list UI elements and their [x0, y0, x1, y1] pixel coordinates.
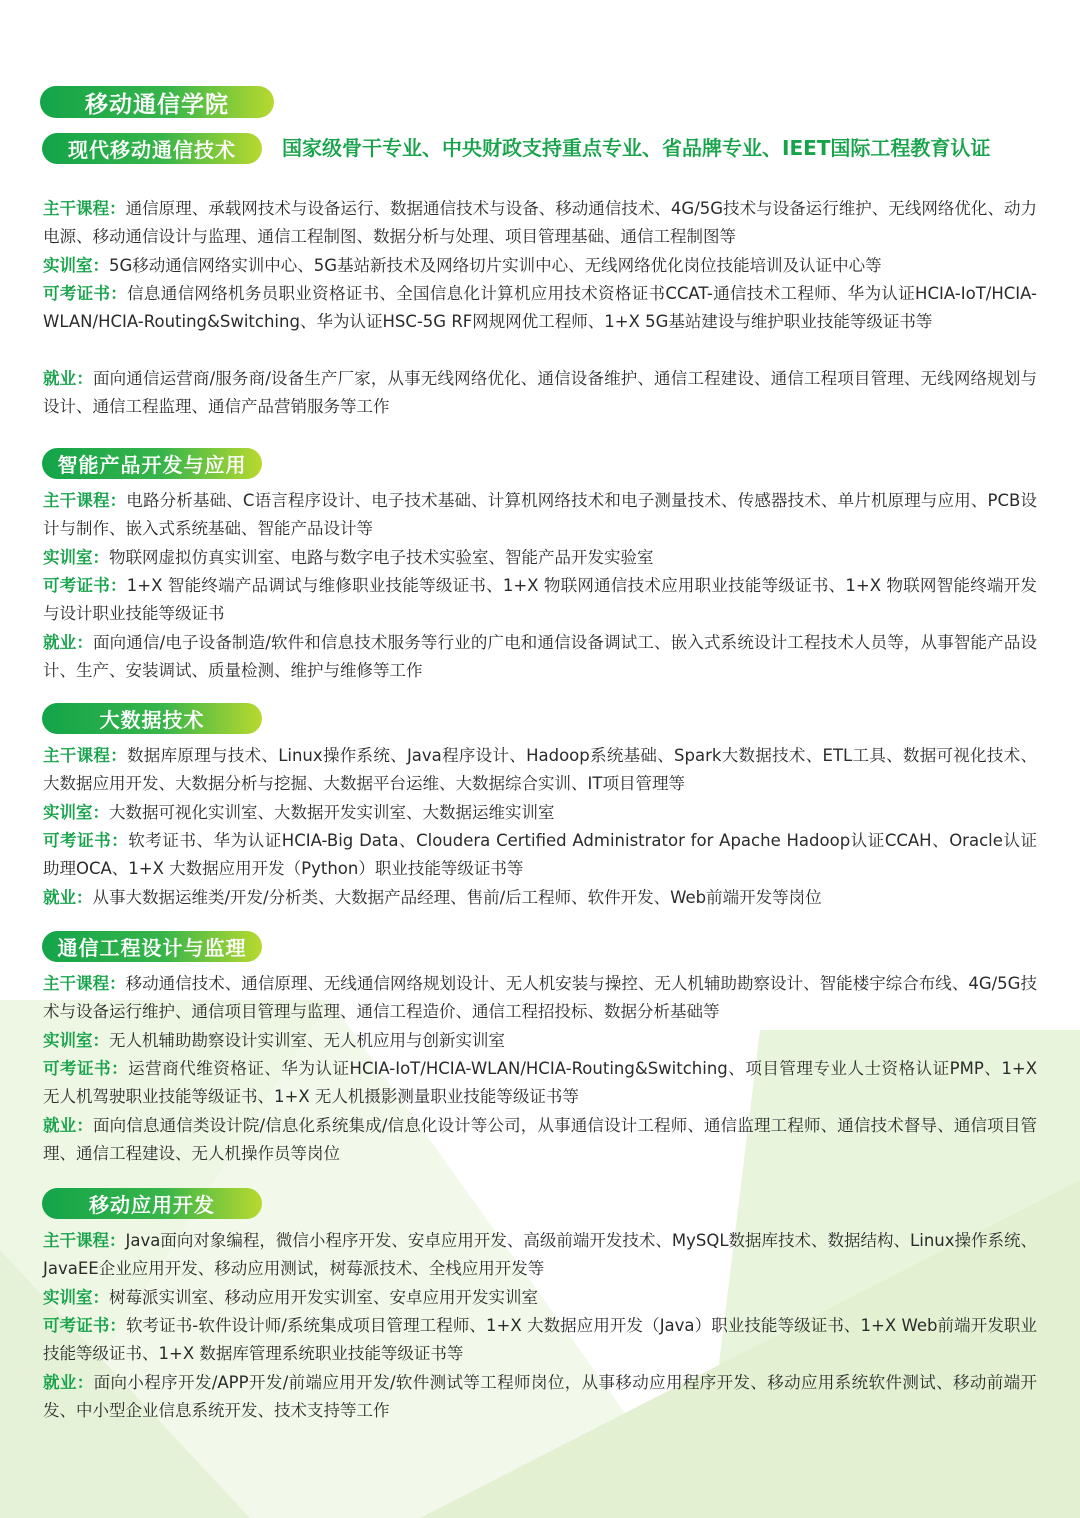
section-title-communication-engineering: 通信工程设计与监理: [42, 931, 262, 962]
employment-label: 就业：: [43, 369, 93, 388]
college-title: 移动通信学院: [40, 86, 274, 118]
certificates-paragraph: [43, 1312, 1037, 1369]
certificates-text: 软考证书、华为认证HCIA-Big Data、Cloudera Certified Administrator for Apache Hadoop认证CCAH、Oracle认证助理OCA、1+X 大数据应用开发（Python）职业技能等级证书等: [43, 831, 1038, 879]
training-room-text: 大数据可视化实训室、大数据开发实训室、大数据运维实训室: [109, 803, 555, 822]
main-courses-paragraph: [43, 742, 1037, 799]
training-room-paragraph: [43, 252, 1037, 280]
main-courses-label: 主干课程：: [43, 974, 126, 993]
training-room-paragraph: [43, 544, 1037, 572]
section-title-modern-mobile-communication: 现代移动通信技术: [42, 133, 262, 164]
main-courses-paragraph: [43, 1227, 1037, 1284]
main-courses-label: 主干课程：: [43, 746, 127, 765]
main-courses-text: Java面向对象编程，微信小程序开发、安卓应用开发、高级前端开发技术、MySQL数据库技术、数据结构、Linux操作系统、JavaEE企业应用开发、移动应用测试，树莓派技术、全栈应用开发等: [43, 1231, 1038, 1279]
employment-paragraph: [43, 884, 1037, 912]
certificates-text: 信息通信网络机务员职业资格证书、全国信息化计算机应用技术资格证书CCAT-通信技术工程师、华为认证HCIA-IoT/HCIA-WLAN/HCIA-Routing&Switching、华为认证HSC-5G RF网规网优工程师、1+X 5G基站建设与维护职业技能等级证书等: [43, 284, 1038, 332]
main-courses-text: 数据库原理与技术、Linux操作系统、Java程序设计、Hadoop系统基础、Spark大数据技术、ETL工具、数据可视化技术、大数据应用开发、大数据分析与挖掘、大数据平台运维、大数据综合实训、IT项目管理等: [43, 746, 1038, 794]
employment-paragraph: [43, 629, 1037, 686]
employment-paragraph: [43, 1369, 1037, 1426]
section-title-smart-product-development: 智能产品开发与应用: [42, 448, 262, 479]
employment-label: 就业：: [43, 633, 93, 652]
section-title-big-data: 大数据技术: [42, 703, 262, 734]
certificates-paragraph: [43, 827, 1037, 884]
employment-label: 就业：: [43, 1116, 93, 1135]
certificates-text: 软考证书-软件设计师/系统集成项目管理工程师、1+X 大数据应用开发（Java）职业技能等级证书、1+X Web前端开发职业技能等级证书、1+X 数据库管理系统职业技能等级证书等: [43, 1316, 1037, 1364]
training-room-label: 实训室：: [43, 1288, 109, 1307]
training-room-paragraph: [43, 799, 1037, 827]
main-courses-label: 主干课程：: [43, 1231, 126, 1250]
certificates-paragraph: [43, 1055, 1037, 1112]
training-room-label: 实训室：: [43, 548, 109, 567]
training-room-text: 5G移动通信网络实训中心、5G基站新技术及网络切片实训中心、无线网络优化岗位技能培训及认证中心等: [109, 256, 882, 275]
main-courses-label: 主干课程：: [43, 199, 126, 218]
certificates-text: 1+X 智能终端产品调试与维修职业技能等级证书、1+X 物联网通信技术应用职业技能等级证书、1+X 物联网智能终端开发与设计职业技能等级证书: [43, 576, 1038, 624]
employment-label: 就业：: [43, 1373, 94, 1392]
main-courses-text: 移动通信技术、通信原理、无线通信网络规划设计、无人机安装与操控、无人机辅助勘察设计、智能楼宇综合布线、4G/5G技术与设备运行维护、通信项目管理与监理、通信工程造价、通信工程招投标、数据分析基础等: [43, 974, 1037, 1022]
training-room-label: 实训室：: [43, 1031, 109, 1050]
employment-text: 从事大数据运维类/开发/分析类、大数据产品经理、售前/后工程师、软件开发、Web前端开发等岗位: [92, 888, 822, 907]
training-room-paragraph: [43, 1027, 1037, 1055]
main-courses-text: 电路分析基础、C语言程序设计、电子技术基础、计算机网络技术和电子测量技术、传感器技术、单片机原理与应用、PCB设计与制作、嵌入式系统基础、智能产品设计等: [43, 491, 1038, 539]
employment-text: 面向小程序开发/APP开发/前端应用开发/软件测试等工程师岗位，从事移动应用程序开发、移动应用系统软件测试、移动前端开发、中小型企业信息系统开发、技术支持等工作: [43, 1373, 1038, 1421]
section-tagline: 国家级骨干专业、中央财政支持重点专业、省品牌专业、IEET国际工程教育认证: [282, 136, 991, 160]
employment-text: 面向信息通信类设计院/信息化系统集成/信息化设计等公司，从事通信设计工程师、通信监理工程师、通信技术督导、通信项目管理、通信工程建设、无人机操作员等岗位: [43, 1116, 1037, 1164]
training-room-text: 树莓派实训室、移动应用开发实训室、安卓应用开发实训室: [109, 1288, 538, 1307]
certificates-text: 运营商代维资格证、华为认证HCIA-IoT/HCIA-WLAN/HCIA-Routing&Switching、项目管理专业人士资格认证PMP、1+X 无人机驾驶职业技能等级证书、1+X 无人机摄影测量职业技能等级证书等: [43, 1059, 1038, 1107]
main-courses-paragraph: [43, 195, 1037, 252]
main-courses-text: 通信原理、承载网技术与设备运行、数据通信技术与设备、移动通信技术、4G/5G技术与设备运行维护、无线网络优化、动力电源、移动通信设计与监理、通信工程制图、数据分析与处理、项目管理基础、通信工程制图等: [43, 199, 1037, 247]
certificates-label: 可考证书：: [43, 1059, 129, 1078]
main-courses-paragraph: [43, 487, 1037, 544]
training-room-text: 物联网虚拟仿真实训室、电路与数字电子技术实验室、智能产品开发实验室: [109, 548, 654, 567]
section-title-mobile-app-development: 移动应用开发: [42, 1188, 262, 1219]
main-courses-paragraph: [43, 970, 1037, 1027]
certificates-label: 可考证书：: [43, 831, 129, 850]
employment-label: 就业：: [43, 888, 93, 907]
certificates-label: 可考证书：: [43, 1316, 126, 1335]
training-room-paragraph: [43, 1284, 1037, 1312]
main-courses-label: 主干课程：: [43, 491, 127, 510]
certificates-label: 可考证书：: [43, 576, 127, 595]
training-room-text: 无人机辅助勘察设计实训室、无人机应用与创新实训室: [109, 1031, 505, 1050]
training-room-label: 实训室：: [43, 803, 109, 822]
employment-text: 面向通信/电子设备制造/软件和信息技术服务等行业的广电和通信设备调试工、嵌入式系统设计工程技术人员等，从事智能产品设计、生产、安装调试、质量检测、维护与维修等工作: [43, 633, 1037, 681]
employment-paragraph: [43, 365, 1037, 422]
employment-paragraph: [43, 1112, 1037, 1169]
certificates-paragraph: [43, 572, 1037, 629]
certificates-label: 可考证书：: [43, 284, 128, 303]
training-room-label: 实训室：: [43, 256, 109, 275]
employment-text: 面向通信运营商/服务商/设备生产厂家，从事无线网络优化、通信设备维护、通信工程建设、通信工程项目管理、无线网络规划与设计、通信工程监理、通信产品营销服务等工作: [43, 369, 1037, 417]
certificates-paragraph: [43, 280, 1037, 337]
